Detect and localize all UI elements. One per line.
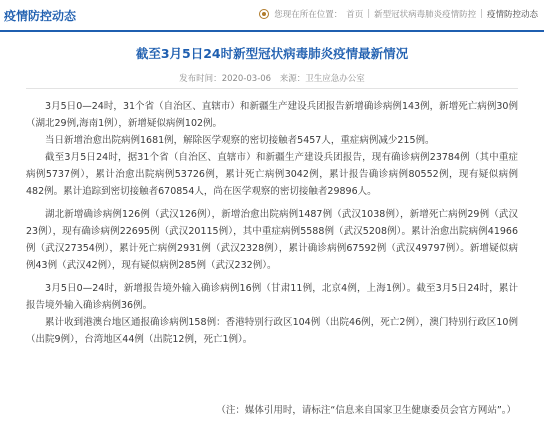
article-meta <box>0 72 544 84</box>
top-bar <box>0 0 544 32</box>
publish-label: 发布时间： <box>179 74 222 84</box>
publish-date: 2020-03-06 <box>221 74 272 84</box>
breadcrumb-epidemic[interactable]: 新型冠状病毒肺炎疫情防控 <box>374 10 477 20</box>
section-title: 疫情防控动态 <box>4 9 77 23</box>
paragraph: 3月5日0—24时，新增报告境外输入确诊病例16例（甘肃11例，北京4例，上海1例）。截至3月5日24时，累计报告境外输入确诊病例36例。 <box>26 283 518 311</box>
publish-date-line <box>179 74 274 84</box>
article-source: 来源：卫生应急办公室 <box>279 74 365 84</box>
article-title: 截至3月5日24时新型冠状病毒肺炎疫情最新情况 <box>135 46 409 61</box>
location-icon <box>259 9 269 19</box>
breadcrumb-prefix: 您现在所在位置： <box>274 10 343 20</box>
breadcrumb-separator: | <box>367 9 371 19</box>
citation-note: （注：媒体引用时，请标注“信息来自国家卫生健康委员会官方网站”。） <box>216 405 516 416</box>
paragraph: 湖北新增确诊病例126例（武汉126例），新增治愈出院病例1487例（武汉1038例），新增死亡病例29例（武汉23例），现有确诊病例22695例（武汉20115例），其中重症病例5588例（武汉5208例）。累计治愈出院病例41966例（武汉27354例），累计死亡病例2931例（武汉2328例），累计确诊病例67592例（武汉49797例）。新增疑似病例43例（武汉42例），现有疑似病例285例（武汉232例）。 <box>26 209 518 271</box>
paragraph: 当日新增治愈出院病例1681例，解除医学观察的密切接触者5457人，重症病例减少215例。 <box>45 135 435 146</box>
divider <box>26 88 518 89</box>
article-body <box>26 98 518 354</box>
paragraph: 3月5日0—24时，31个省（自治区、直辖市）和新疆生产建设兵团报告新增确诊病例143例，新增死亡病例30例（湖北29例,海南1例），新增疑似病例102例。 <box>26 101 518 129</box>
breadcrumb-current[interactable]: 疫情防控动态 <box>486 10 538 20</box>
breadcrumb <box>259 8 538 20</box>
breadcrumb-home[interactable]: 首页 <box>346 10 364 20</box>
breadcrumb-separator: | <box>480 9 483 19</box>
paragraph: 截至3月5日24时，据31个省（自治区、直辖市）和新疆生产建设兵团报告，现有确诊病例23784例（其中重症病例5737例），累计治愈出院病例53726例，累计死亡病例3042例，累计报告确诊病例80552例，现有疑似病例482例。累计追踪到密切接触者670854人，尚在医学观察的密切接触者29896人。 <box>26 152 518 197</box>
paragraph: 累计收到港澳台地区通报确诊病例158例：香港特别行政区104例（出院46例，死亡2例），澳门特别行政区10例（出院9例），台湾地区44例（出院12例，死亡1例）。 <box>26 317 518 345</box>
